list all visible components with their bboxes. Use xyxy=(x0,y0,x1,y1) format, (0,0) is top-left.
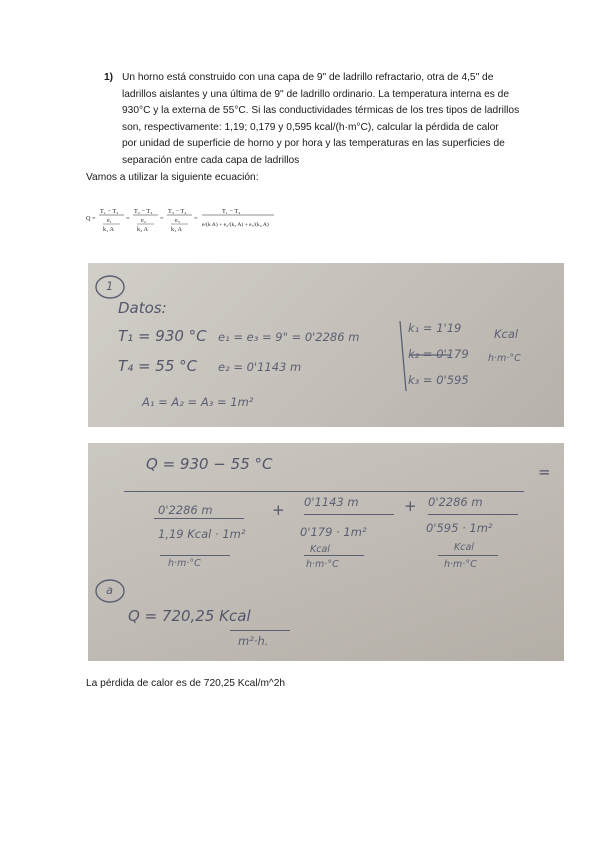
formula-den: k₂ A xyxy=(137,226,148,233)
term2-unit-bot: h·m·°C xyxy=(306,559,339,570)
k1-value: k₁ = 1'19 xyxy=(408,321,462,335)
problem-text xyxy=(122,70,524,170)
t4-value: T₄ = 55 °C xyxy=(118,357,198,375)
term1-unit: h·m·°C xyxy=(168,558,201,569)
problem-line: ladrillos aislantes y una última de 9" de ladrillo ordinario. La temperatura interna es de xyxy=(122,88,509,100)
formula-den: e/(k A) + e₂/(k₂ A) + e₃/(k₃ A) xyxy=(202,222,269,228)
formula-num: T₁ − T₂ xyxy=(100,208,119,215)
formula-num: T₃ − T₄ xyxy=(168,208,187,215)
term2-unit-top: Kcal xyxy=(310,544,330,555)
term3-unit-top: Kcal xyxy=(454,542,474,553)
conclusion-text: La pérdida de calor es de 720,25 Kcal/m^2h xyxy=(86,678,286,689)
term3-unit-bot: h·m·°C xyxy=(444,559,477,570)
term3-denominator: 0'595 · 1m² xyxy=(426,521,493,535)
problem-line: por unidad de superficie de horno y por hora y las temperaturas en las superficies de xyxy=(122,138,505,150)
svg-text:=: = xyxy=(194,215,198,222)
step-letter-a: a xyxy=(106,583,114,597)
units-kcal: Kcal xyxy=(494,327,519,341)
term2-numerator: 0'1143 m xyxy=(304,495,359,509)
formula-num: T₂ − T₃ xyxy=(134,208,153,215)
e2-value: e₂ = 0'1143 m xyxy=(218,360,302,374)
formula-den: k₁ A xyxy=(103,226,114,233)
intro-text: Vamos a utilizar la siguiente ecuación: xyxy=(86,172,259,183)
problem-line: 930°C y la externa de 55°C. Si las conductividades térmicas de los tres tipos de ladrillos xyxy=(122,105,520,117)
formula-den: e₃ xyxy=(175,217,180,224)
formula-num: T₁ − T₄ xyxy=(222,208,241,215)
t1-value: T₁ = 930 °C xyxy=(118,327,207,345)
formula-lhs: Q = xyxy=(86,215,96,222)
handwritten-photo-calculation xyxy=(88,443,564,661)
term1-numerator: 0'2286 m xyxy=(158,503,213,517)
result-value: Q = 720,25 Kcal xyxy=(128,607,251,625)
formula-den: k₁ A xyxy=(171,226,182,233)
e1-value: e₁ = e₃ = 9" = 0'2286 m xyxy=(218,330,360,344)
term1-denominator: 1,19 Kcal · 1m² xyxy=(158,527,246,541)
k2-value: k₂ = 0'179 xyxy=(408,347,469,361)
svg-text:=: = xyxy=(160,215,164,222)
svg-text:=: = xyxy=(126,215,130,222)
problem-line: Un horno está construido con una capa de 9" de ladrillo refractario, otra de 4,5" de xyxy=(122,72,494,83)
problem-line: son, respectivamente: 1,19; 0,179 y 0,595 kcal/(h·m°C), calcular la pérdida de calor xyxy=(122,121,499,133)
term3-numerator: 0'2286 m xyxy=(428,495,483,509)
datos-label: Datos: xyxy=(118,299,167,317)
formula-den: e₂ xyxy=(141,217,146,224)
formula-den: e₁ xyxy=(107,217,112,224)
heat-loss-formula xyxy=(86,204,276,240)
problem-number: 1) xyxy=(104,72,114,83)
k3-value: k₃ = 0'595 xyxy=(408,373,469,387)
plus-sign: + xyxy=(404,497,417,515)
equals-sign: = xyxy=(538,463,551,481)
problem-statement xyxy=(104,70,524,170)
result-unit: m²·h. xyxy=(238,634,269,648)
area-value: A₁ = A₂ = A₃ = 1m² xyxy=(142,395,254,409)
problem-line: separación entre cada capa de ladrillos xyxy=(122,154,300,166)
q-numerator: Q = 930 − 55 °C xyxy=(146,455,273,473)
step-number-1: 1 xyxy=(106,279,114,293)
term2-denominator: 0'179 · 1m² xyxy=(300,525,367,539)
units-hmc: h·m·°C xyxy=(488,353,521,364)
plus-sign: + xyxy=(272,501,285,519)
handwritten-photo-data xyxy=(88,263,564,427)
